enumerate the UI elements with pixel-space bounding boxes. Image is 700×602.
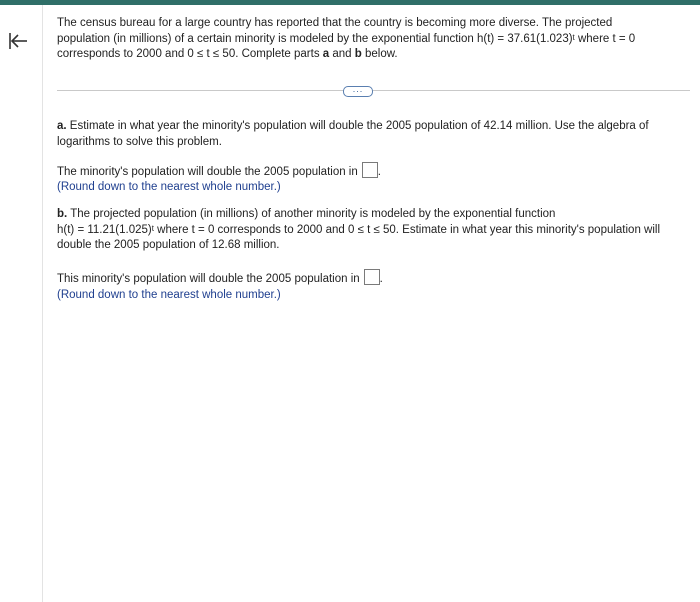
part-b-answer-prefix: This minority's population will double the 2005 population in <box>57 273 360 285</box>
part-a-ref: a <box>322 48 330 60</box>
section-divider <box>57 90 690 91</box>
part-b-text: where t = 0 corresponds to 2000 and 0 ≤ t ≤ 50. Estimate in what year this minority's population will double the 2005 population of 12.68 million. <box>57 223 661 251</box>
intro-text: below. <box>361 48 398 60</box>
part-a-answer-input[interactable] <box>362 162 378 178</box>
collapse-left-icon[interactable] <box>6 29 30 53</box>
part-a-text: Estimate in what year the minority's population will double the 2005 population of 42.14 million. Use the algebra of logarithms to solve this problem. <box>57 120 649 148</box>
top-accent-bar <box>0 0 700 5</box>
intro-text: corresponds to 2000 and 0 ≤ t ≤ 50. Complete parts <box>57 48 323 60</box>
expand-more-button[interactable] <box>343 86 373 97</box>
part-a-hint: (Round down to the nearest whole number.) <box>57 181 281 193</box>
part-b-text: The projected population (in millions) of another minority is modeled by the exponential function <box>67 208 556 220</box>
part-a-question <box>57 119 682 150</box>
part-b-function: h(t) = 11.21(1.025) <box>57 223 152 236</box>
part-b-hint: (Round down to the nearest whole number.) <box>57 289 281 301</box>
intro-text-line1: The census bureau for a large country has reported that the country is becoming more diverse. The projected <box>57 17 613 29</box>
left-sidebar <box>0 5 43 602</box>
exponent: t <box>151 223 154 233</box>
part-b-label: b. <box>57 208 68 220</box>
part-b-answer-line: This minority's population will double the 2005 population in . <box>57 269 383 288</box>
exponent: t <box>572 32 575 42</box>
part-b-answer-input[interactable] <box>364 269 380 285</box>
intro-text: where t = 0 <box>574 32 636 45</box>
part-a-label: a. <box>57 120 67 132</box>
part-b-question <box>57 207 687 254</box>
more-dots-icon: ... <box>352 84 364 94</box>
intro-function: population (in millions) of a certain minority is modeled by the exponential function h(t) = 37.61(1.023) <box>57 32 573 45</box>
part-a-answer-line: The minority's population will double the 2005 population in . <box>57 162 381 181</box>
part-b-ref: b <box>354 48 362 60</box>
intro-text: and <box>329 48 355 60</box>
problem-intro <box>57 16 677 63</box>
part-a-answer-prefix: The minority's population will double the 2005 population in <box>57 166 358 178</box>
